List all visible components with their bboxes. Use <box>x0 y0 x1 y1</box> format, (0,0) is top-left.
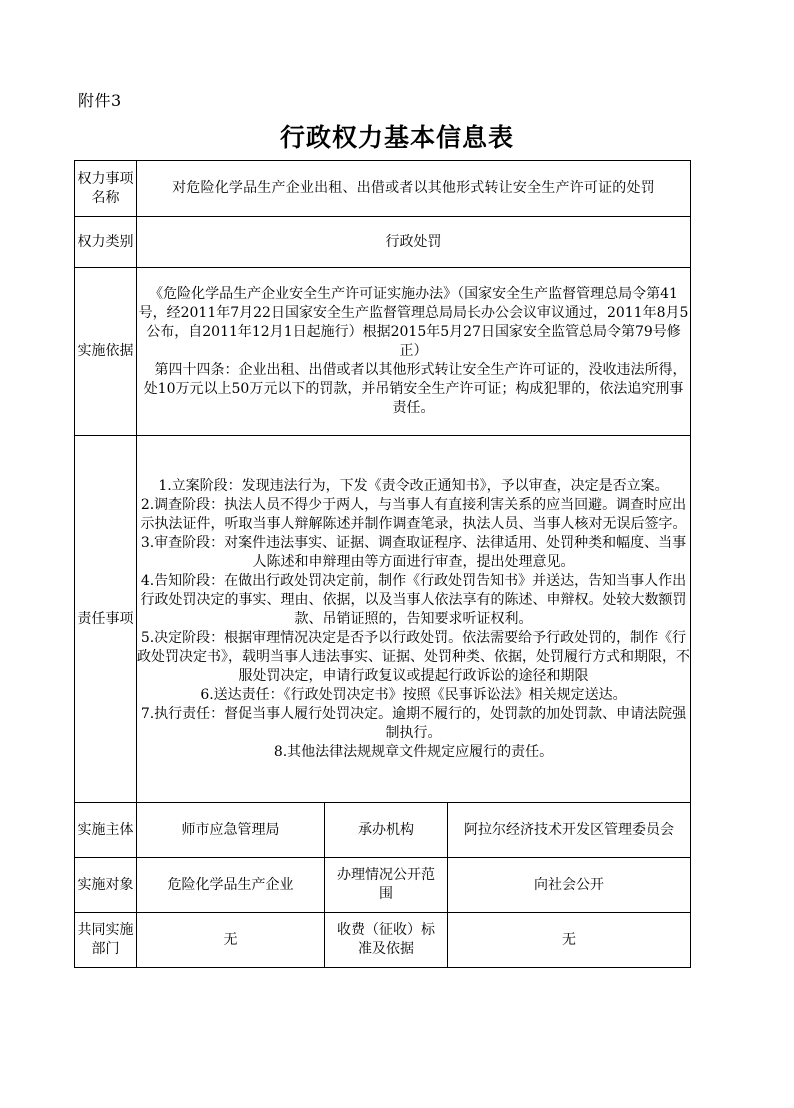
responsibility-item: 7.执行责任：督促当事人履行处罚决定。逾期不履行的，处罚款的加处罚款、申请法院强制执行。 <box>140 705 687 741</box>
row-object <box>75 858 691 913</box>
power-category-value: 行政处罚 <box>137 217 691 268</box>
responsibility-label: 责任事项 <box>75 436 137 803</box>
attachment-label: 附件3 <box>78 91 122 110</box>
row-power-name <box>75 161 691 217</box>
object-label: 实施对象 <box>75 858 137 913</box>
subject-value: 师市应急管理局 <box>137 803 325 858</box>
responsibility-item: 5.决定阶段：根据审理情况决定是否予以行政处罚。依法需要给予行政处罚的，制作《行政处罚决定书》，载明当事人违法事实、证据、处罚种类、依据，处罚履行方式和期限，不服处罚决定，申请行政复议或提起行政诉讼的途径和期限 <box>137 629 690 684</box>
basis-label: 实施依据 <box>75 268 137 436</box>
disclosure-scope-value: 向社会公开 <box>448 858 691 913</box>
row-joint <box>75 913 691 968</box>
responsibility-item: 6.送达责任：《行政处罚决定书》按照《民事诉讼法》相关规定送达。 <box>200 686 627 703</box>
row-subject <box>75 803 691 858</box>
handling-agency-value: 阿拉尔经济技术开发区管理委员会 <box>448 803 691 858</box>
row-responsibility <box>75 436 691 803</box>
handling-agency-label: 承办机构 <box>325 803 448 858</box>
responsibility-item: 3.审查阶段：对案件违法事实、证据、调查取证程序、法律适用、处罚种类和幅度、当事人陈述和申辩理由等方面进行审查，提出处理意见。 <box>140 534 687 570</box>
responsibility-item: 1.立案阶段：发现违法行为，下发《责令改正通知书》，予以审查，决定是否立案。 <box>158 477 669 494</box>
power-category-label: 权力类别 <box>75 217 137 268</box>
object-value: 危险化学品生产企业 <box>137 858 325 913</box>
basis-paragraph: 第四十四条：企业出租、出借或者以其他形式转让安全生产许可证的，没收违法所得，处10万元以上50万元以下的罚款，并吊销安全生产许可证；构成犯罪的，依法追究刑事责任。 <box>143 362 687 416</box>
fee-standard-value: 无 <box>448 913 691 968</box>
responsibility-item: 2.调查阶段：执法人员不得少于两人，与当事人有直接利害关系的应当回避。调查时应出示执法证件，听取当事人辩解陈述并制作调查笔录，执法人员、当事人核对无误后签字。 <box>140 496 687 532</box>
disclosure-scope-label: 办理情况公开范围 <box>325 858 448 913</box>
basis-content <box>137 268 691 436</box>
power-name-label: 权力事项名称 <box>75 161 137 217</box>
responsibility-item: 8.其他法律法规规章文件规定应履行的责任。 <box>273 743 554 760</box>
page-title: 行政权力基本信息表 <box>279 123 514 152</box>
fee-standard-label: 收费（征收）标准及依据 <box>325 913 448 968</box>
basis-paragraph: 《危险化学品生产企业安全生产许可证实施办法》（国家安全生产监督管理总局令第41号，经2011年7月22日国家安全生产监督管理总局局长办公会议审议通过，2011年8月5公布，自2011年12月1日起施行）根据2015年5月27日国家安全监管总局令第79号修正） <box>138 286 689 359</box>
power-name-value: 对危险化学品生产企业出租、出借或者以其他形式转让安全生产许可证的处罚 <box>137 161 691 217</box>
row-power-category <box>75 217 691 268</box>
info-table <box>74 160 691 968</box>
subject-label: 实施主体 <box>75 803 137 858</box>
joint-dept-label: 共同实施部门 <box>75 913 137 968</box>
responsibility-content <box>137 436 691 803</box>
joint-dept-value: 无 <box>137 913 325 968</box>
row-basis <box>75 268 691 436</box>
responsibility-item: 4.告知阶段：在做出行政处罚决定前，制作《行政处罚告知书》并送达，告知当事人作出行政处罚决定的事实、理由、依据，以及当事人依法享有的陈述、申辩权。处较大数额罚款、吊销证照的，告知要求听证权利。 <box>140 572 687 627</box>
